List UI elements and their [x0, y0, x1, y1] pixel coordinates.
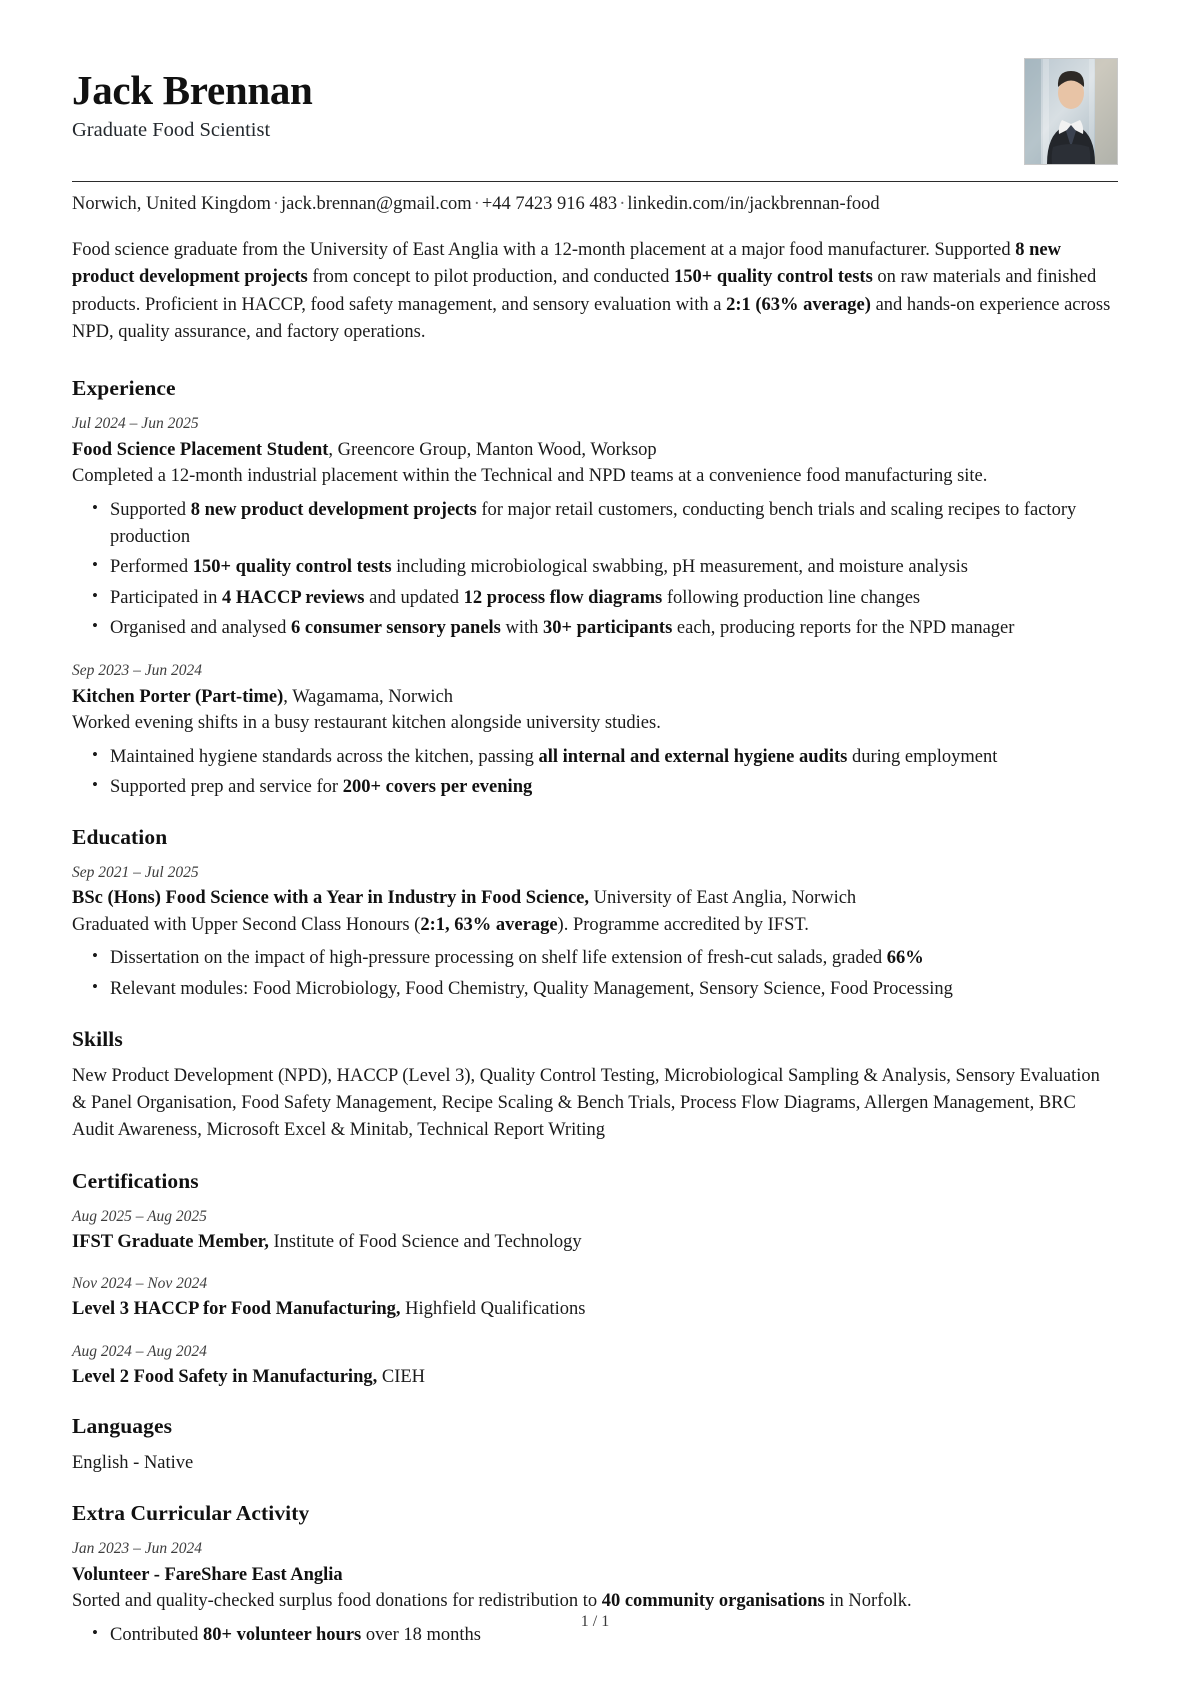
bullet-text: Contributed — [110, 1624, 204, 1645]
list-item — [108, 976, 1118, 1003]
section-heading-languages: Languages — [72, 1414, 173, 1439]
desc-text: in Norfolk. — [824, 1590, 912, 1611]
bullet-highlight: 12 process flow diagrams — [463, 587, 663, 608]
entry-date: Sep 2023 – Jun 2024 — [72, 662, 203, 680]
entry-date: Aug 2025 – Aug 2025 — [72, 1207, 207, 1225]
page-footer — [0, 1613, 1190, 1631]
entry-description: Worked evening shifts in a busy restaurant kitchen alongside university studies. — [72, 712, 661, 733]
profile-summary — [72, 237, 1118, 347]
section-experience — [72, 376, 1118, 801]
entry-bullet-list — [72, 945, 1118, 1003]
bullet-text: with — [500, 618, 544, 639]
entry-date: Jan 2023 – Jun 2024 — [72, 1540, 203, 1558]
header-divider — [72, 181, 1118, 182]
bullet-text: Performed — [110, 557, 193, 578]
institution-name: University of East Anglia, Norwich — [589, 888, 857, 909]
page-title: Jack Brennan — [72, 67, 313, 113]
bullet-text: following production line changes — [662, 587, 921, 608]
certification-name: Level 2 Food Safety in Manufacturing, — [72, 1366, 378, 1387]
list-item — [108, 615, 1118, 642]
list-item — [108, 744, 1118, 771]
contact-separator: · — [473, 194, 480, 214]
entry-description — [72, 1588, 1118, 1615]
bullet-text: Organised and analysed — [110, 618, 292, 639]
section-skills — [72, 1027, 1118, 1145]
bullet-text: Dissertation on the impact of high-pressure processing on shelf life extension of fresh-cut salads, graded — [110, 948, 887, 969]
entry-title — [72, 1229, 1118, 1255]
contact-separator: · — [272, 194, 280, 214]
section-education — [72, 825, 1118, 1003]
section-heading-education: Education — [72, 825, 168, 850]
entry-title — [72, 885, 1118, 911]
bullet-highlight: 80+ volunteer hours — [203, 1624, 362, 1645]
entry-date: Jul 2024 – Jun 2025 — [72, 415, 199, 433]
summary-text: Food science graduate from the University of East Anglia with a 12-month placement at a major food manufacturer. Supported — [72, 239, 1016, 260]
job-headline: Graduate Food Scientist — [72, 119, 271, 142]
desc-text: Sorted and quality-checked surplus food donations for redistribution to — [72, 1590, 602, 1611]
bullet-text: Participated in — [110, 587, 222, 608]
profile-photo — [1024, 58, 1118, 165]
bullet-text: including microbiological swabbing, pH measurement, and moisture analysis — [391, 557, 968, 578]
summary-text: from concept to pilot production, and conducted — [307, 267, 674, 288]
certification-entry — [72, 1340, 1118, 1391]
list-item — [108, 945, 1118, 972]
section-heading-extracurricular: Extra Curricular Activity — [72, 1501, 310, 1526]
entry-title — [72, 684, 1118, 710]
entry-org: , Wagamama, Norwich — [283, 686, 454, 707]
bullet-text: over 18 months — [361, 1624, 481, 1645]
section-languages — [72, 1414, 1118, 1477]
bullet-text: for major retail customers, conducting bench trials and scaling recipes to factory production — [110, 499, 1077, 547]
certification-issuer: Institute of Food Science and Technology — [268, 1231, 582, 1252]
certification-name: IFST Graduate Member, — [72, 1231, 269, 1252]
entry-description — [72, 912, 1118, 939]
certification-issuer: Highfield Qualifications — [400, 1299, 586, 1320]
certification-entry — [72, 1205, 1118, 1256]
volunteer-role: Volunteer - FareShare East Anglia — [72, 1564, 343, 1585]
entry-org: , Greencore Group, Manton Wood, Worksop — [328, 439, 657, 460]
bullet-highlight: 66% — [886, 948, 924, 969]
contact-line — [72, 192, 1118, 217]
summary-highlight: 2:1 (63% average) — [726, 294, 871, 315]
bullet-text: Supported — [110, 499, 191, 520]
list-item — [108, 585, 1118, 612]
entry-role: Food Science Placement Student — [72, 439, 329, 460]
bullet-text: Maintained hygiene standards across the kitchen, passing — [110, 746, 539, 767]
contact-linkedin[interactable]: linkedin.com/in/jackbrennan-food — [627, 194, 880, 214]
entry-title — [72, 1296, 1118, 1322]
experience-entry — [72, 412, 1118, 642]
bullet-highlight: 30+ participants — [543, 618, 673, 639]
summary-highlight: 150+ quality control tests — [674, 267, 873, 288]
bullet-highlight: all internal and external hygiene audits — [538, 746, 848, 767]
bullet-highlight: 150+ quality control tests — [192, 557, 392, 578]
summary-highlight: 8 new product development projects — [72, 239, 1061, 288]
summary-text: on raw materials and finished products. Proficient in HACCP, food safety management, and sensory evaluation with a — [72, 267, 1097, 315]
education-entry — [72, 861, 1118, 1003]
contact-email[interactable]: jack.brennan@gmail.com — [281, 194, 472, 214]
bullet-highlight: 6 consumer sensory panels — [291, 618, 501, 639]
desc-highlight: 2:1, 63% average — [420, 914, 558, 935]
section-heading-experience: Experience — [72, 376, 176, 401]
entry-date: Aug 2024 – Aug 2024 — [72, 1342, 207, 1360]
list-item — [108, 554, 1118, 581]
contact-location: Norwich, United Kingdom — [72, 194, 271, 214]
experience-entry — [72, 659, 1118, 801]
bullet-highlight: 8 new product development projects — [190, 499, 477, 520]
bullet-text: Relevant modules: Food Microbiology, Food Chemistry, Quality Management, Sensory Science, Food Processing — [110, 978, 953, 999]
entry-title — [72, 1364, 1118, 1390]
certification-name: Level 3 HACCP for Food Manufacturing, — [72, 1299, 401, 1320]
section-heading-skills: Skills — [72, 1026, 123, 1051]
bullet-text: Supported prep and service for — [110, 777, 343, 798]
contact-phone[interactable]: +44 7423 916 483 — [481, 194, 618, 214]
header-text-block — [72, 56, 313, 143]
entry-title — [72, 1562, 1118, 1588]
summary-text: and hands-on experience across NPD, quality assurance, and factory operations. — [72, 294, 1111, 343]
portrait-illustration — [1025, 59, 1117, 164]
bullet-text: each, producing reports for the NPD manager — [672, 618, 1015, 639]
entry-bullet-list — [72, 744, 1118, 802]
bullet-highlight: 4 HACCP reviews — [222, 587, 365, 608]
certification-entry — [72, 1272, 1118, 1323]
bullet-highlight: 200+ covers per evening — [342, 777, 533, 798]
entry-title — [72, 437, 1118, 463]
list-item — [108, 497, 1118, 551]
certification-issuer: CIEH — [377, 1366, 426, 1387]
section-certifications — [72, 1169, 1118, 1391]
entry-role: Kitchen Porter (Part-time) — [72, 686, 284, 707]
contact-separator: · — [619, 194, 626, 214]
entry-description: Completed a 12-month industrial placement within the Technical and NPD teams at a convenience food manufacturing site. — [72, 465, 988, 486]
desc-text: Graduated with Upper Second Class Honours ( — [72, 914, 421, 935]
section-heading-certifications: Certifications — [72, 1168, 199, 1193]
resume-header — [72, 56, 1118, 165]
languages-text: English - Native — [72, 1453, 194, 1474]
page-indicator: 1 / 1 — [580, 1613, 610, 1630]
degree-name: BSc (Hons) Food Science with a Year in Industry in Food Science, — [72, 888, 589, 909]
list-item — [108, 774, 1118, 801]
entry-bullet-list — [72, 497, 1118, 643]
bullet-text: and updated — [364, 587, 464, 608]
extracurricular-entry — [72, 1537, 1118, 1648]
skills-text: New Product Development (NPD), HACCP (Level 3), Quality Control Testing, Microbiological Sampling & Analysis, Sensory Evaluation & Panel Organisation, Food Safety Management, Recipe Scaling & Bench Trials, Process Flow Diagrams, Allergen Management, BRC Audit Awareness, Microsoft Excel & Minitab, Technical Report Writing — [72, 1065, 1100, 1141]
entry-date: Sep 2021 – Jul 2025 — [72, 864, 199, 882]
entry-date: Nov 2024 – Nov 2024 — [72, 1275, 208, 1293]
desc-text: ). Programme accredited by IFST. — [557, 914, 809, 935]
desc-highlight: 40 community organisations — [601, 1590, 825, 1611]
bullet-text: during employment — [847, 746, 998, 767]
